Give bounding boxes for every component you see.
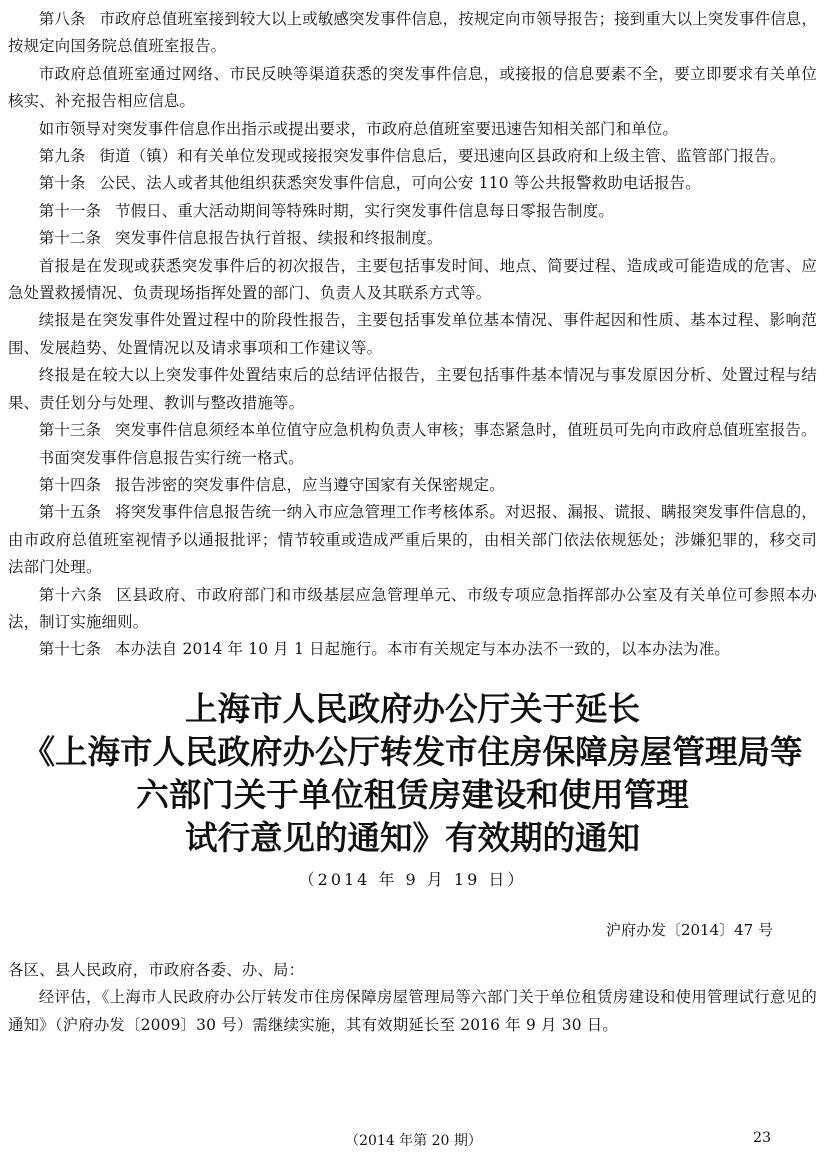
article-label: 第八条 xyxy=(38,10,86,28)
article-paragraph xyxy=(8,61,817,116)
notice-title-line: 试行意见的通知》有效期的通知 xyxy=(184,818,640,857)
article-paragraph xyxy=(8,417,817,444)
page-footer xyxy=(0,1130,827,1150)
article-paragraph xyxy=(8,170,817,197)
article-paragraph xyxy=(8,225,817,252)
notice-paragraph: 经评估，《上海市人民政府办公厅转发市住房保障房屋管理局等六部门关于单位租赁房建设和使用管理试行意见的通知》（沪府办发〔2009〕30 号）需继续实施，其有效期延长至 2016 年 9 月 30 日。 xyxy=(8,988,817,1034)
article-paragraph xyxy=(8,307,817,362)
article-text: 节假日、重大活动期间等特殊时期，实行突发事件信息每日零报告制度。 xyxy=(115,201,614,220)
article-text: 如市领导对突发事件信息作出指示或提出要求，市政府总值班室要迅速告知相关部门和单位。 xyxy=(38,119,679,138)
article-text: 续报是在突发事件处置过程中的阶段性报告，主要包括事发单位基本情况、事件起因和性质、基本过程、影响范围、发展趋势、处置情况以及请求事项和工作建议等。 xyxy=(8,311,817,357)
regulation-articles xyxy=(8,6,817,664)
article-text: 市政府总值班室通过网络、市民反映等渠道获悉的突发事件信息，或接报的信息要素不全，要立即要求有关单位核实、补充报告相应信息。 xyxy=(8,64,817,111)
article-paragraph xyxy=(8,445,817,472)
issue-label: （2014 年第 20 期） xyxy=(345,1133,482,1149)
article-label: 第九条 xyxy=(38,147,86,166)
notice-addressee: 各区、县人民政府，市政府各委、办、局： xyxy=(8,960,305,979)
article-paragraph xyxy=(8,362,817,417)
article-label: 第十三条 xyxy=(38,421,102,440)
article-paragraph xyxy=(8,636,817,663)
article-text: 终报是在较大以上突发事件处置结束后的总结评估报告，主要包括事件基本情况与事发原因分析、处置过程与结果、责任划分与处理、教训与整改措施等。 xyxy=(8,366,817,412)
article-paragraph xyxy=(8,198,817,225)
article-text: 首报是在发现或获悉突发事件后的初次报告，主要包括事发时间、地点、简要过程、造成或可能造成的危害、应急处置救援情况、负责现场指挥处置的部门、负责人及其联系方式等。 xyxy=(8,256,817,303)
article-label: 第十二条 xyxy=(38,229,102,248)
article-paragraph xyxy=(8,116,817,143)
notice-date: （2014 年 9 月 19 日） xyxy=(298,869,527,889)
article-label: 第十五条 xyxy=(38,503,102,522)
article-text: 本办法自 2014 年 10 月 1 日起施行。本市有关规定与本办法不一致的，以本办法为准。 xyxy=(115,640,731,659)
article-label: 第十七条 xyxy=(38,640,102,659)
article-label: 第十四条 xyxy=(38,475,102,494)
article-text: 将突发事件信息报告统一纳入市应急管理工作考核体系。对迟报、漏报、谎报、瞒报突发事件信息的，由市政府总值班室视情予以通报批评；情节较重或造成严重后果的，由相关部门依法依规惩处；涉嫌犯罪的，移交司法部门处理。 xyxy=(8,503,817,577)
notice-title-line: 六部门关于单位租赁房建设和使用管理 xyxy=(136,775,689,814)
article-label: 第十条 xyxy=(38,174,86,193)
article-text: 市政府总值班室接到较大以上或敏感突发事件信息，按规定向市领导报告；接到重大以上突发事件信息，按规定向国务院总值班室报告。 xyxy=(8,10,817,56)
notice-title-block xyxy=(8,688,817,892)
article-paragraph xyxy=(8,253,817,308)
article-paragraph xyxy=(8,143,817,170)
notice-title-line: 上海市人民政府办公厅关于延长 xyxy=(184,689,640,728)
article-paragraph xyxy=(8,6,817,61)
page-number: 23 xyxy=(753,1130,771,1146)
article-paragraph xyxy=(8,499,817,581)
article-text: 突发事件信息须经本单位值守应急机构负责人审核；事态紧急时，值班员可先向市政府总值班室报告。 xyxy=(115,421,817,440)
article-text: 公民、法人或者其他组织获悉突发事件信息，可向公安 110 等公共报警救助电话报告。 xyxy=(99,174,701,193)
notice-body xyxy=(8,957,817,1039)
notice-title-line: 《上海市人民政府办公厅转发市住房保障房屋管理局等 xyxy=(22,732,803,771)
article-paragraph xyxy=(8,472,817,499)
document-number: 沪府办发〔2014〕47 号 xyxy=(605,920,773,939)
article-text: 街道（镇）和有关单位发现或接报突发事件信息后，要迅速向区县政府和上级主管、监管部门报告。 xyxy=(99,147,786,166)
article-paragraph xyxy=(8,582,817,637)
article-text: 书面突发事件信息报告实行统一格式。 xyxy=(38,448,304,467)
article-label: 第十六条 xyxy=(38,585,103,604)
article-label: 第十一条 xyxy=(38,201,102,220)
article-text: 区县政府、市政府部门和市级基层应急管理单元、市级专项应急指挥部办公室及有关单位可参照本办法，制订实施细则。 xyxy=(8,585,817,631)
article-text: 报告涉密的突发事件信息，应当遵守国家有关保密规定。 xyxy=(115,475,505,494)
article-text: 突发事件信息报告执行首报、续报和终报制度。 xyxy=(115,229,443,248)
